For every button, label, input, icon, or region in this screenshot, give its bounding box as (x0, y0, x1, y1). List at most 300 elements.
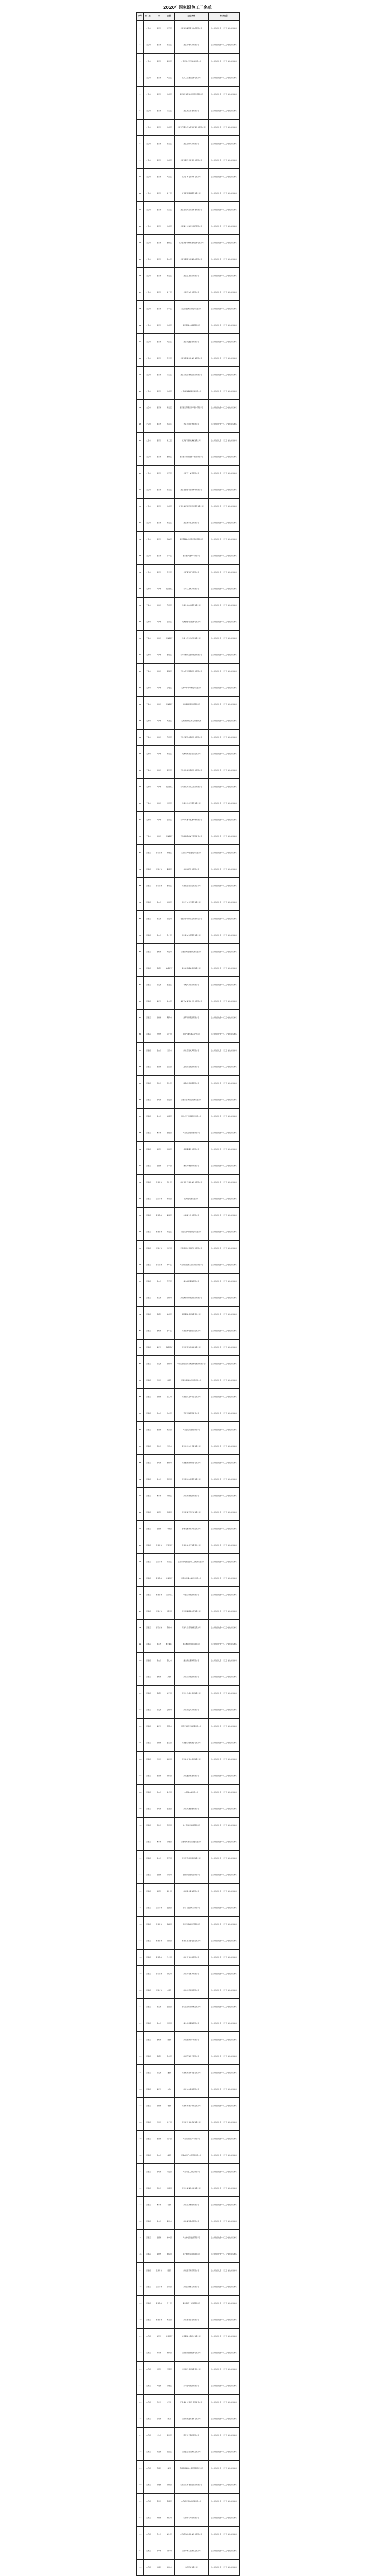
cell-index: 150 (137, 2477, 144, 2494)
cell-type: 工业和信息化部“十三五”绿色制造体系 (209, 1274, 240, 1290)
table-row (137, 2081, 240, 2098)
table-row (137, 697, 240, 713)
cell-city: 石家庄市 (154, 1603, 164, 1620)
cell-city: 北京市 (154, 284, 164, 301)
cell-province: 河北省 (144, 1818, 154, 1834)
cell-county: 房山区 (164, 103, 175, 120)
cell-type: 工业和信息化部“十三五”绿色制造体系 (209, 268, 240, 284)
cell-county: 大兴区 (164, 70, 175, 87)
cell-city: 张家口市 (154, 1191, 164, 1208)
cell-company: 河北肥乡化工有限公司 (175, 2048, 209, 2065)
cell-province: 河北省 (144, 1356, 154, 1372)
cell-city: 唐山市 (154, 911, 164, 927)
cell-county: 城区 (164, 2461, 175, 2477)
cell-type: 工业和信息化部“十三五”绿色制造体系 (209, 1372, 240, 1389)
cell-county: 三河市 (164, 1438, 175, 1455)
cell-city: 廊坊市 (154, 2164, 164, 2180)
table-header-row (137, 13, 240, 21)
cell-city: 沧州市 (154, 1026, 164, 1043)
table-row (137, 21, 240, 37)
cell-county: 榆次区 (164, 2527, 175, 2543)
cell-type: 工业和信息化部“十三五”绿色制造体系 (209, 1340, 240, 1356)
cell-type: 工业和信息化部“十三五”绿色制造体系 (209, 416, 240, 433)
cell-company: 北京康宁杰瑞生物制药有限公司 (175, 218, 209, 235)
cell-type: 工业和信息化部“十三五”绿色制造体系 (209, 251, 240, 268)
table-row (137, 1076, 240, 1092)
cell-county: 通州区 (164, 449, 175, 466)
cell-province: 河北省 (144, 1274, 154, 1290)
table-row (137, 812, 240, 828)
cell-province: 河北省 (144, 1092, 154, 1109)
cell-city: 天津市 (154, 664, 164, 680)
table-row (137, 993, 240, 1010)
cell-city: 北京市 (154, 218, 164, 235)
cell-county: 乐亭县 (164, 2015, 175, 2032)
cell-company: 河北冀衡集团有限公司 (175, 1488, 209, 1504)
cell-county: 迁安市 (164, 911, 175, 927)
cell-company: 北京首钢冷轧薄板有限公司 (175, 433, 209, 449)
cell-company: 邢台钢铁有限责任公司 (175, 1405, 209, 1422)
cell-index: 88 (137, 1455, 144, 1471)
cell-company: 北京燕京啤酒股份有限公司 (175, 185, 209, 202)
cell-company: 河北赵县淀粉有限公司 (175, 1982, 209, 1999)
cell-county: 任丘市 (164, 1026, 175, 1043)
cell-company: 唐山燕山钢铁有限公司 (175, 1653, 209, 1669)
cell-index: 42 (137, 697, 144, 713)
cell-county: 滦平县 (164, 1158, 175, 1175)
table-row (137, 152, 240, 169)
cell-type: 工业和信息化部“十三五”绿色制造体系 (209, 1158, 240, 1175)
cell-province: 天津市 (144, 697, 154, 713)
cell-city: 石家庄市 (154, 1966, 164, 1982)
cell-type: 工业和信息化部“十三五”绿色制造体系 (209, 2345, 240, 2362)
cell-type: 工业和信息化部“十三五”绿色制造体系 (209, 1785, 240, 1801)
cell-county: 滨海新区 (164, 581, 175, 598)
cell-province: 北京市 (144, 70, 154, 87)
cell-city: 承德市 (154, 1521, 164, 1537)
cell-type: 工业和信息化部“十三五”绿色制造体系 (209, 944, 240, 960)
cell-province: 河北省 (144, 1076, 154, 1092)
document-title: 2020年国家绿色工厂名单 (163, 5, 212, 10)
table-row (137, 87, 240, 103)
cell-city: 晋中市 (154, 2543, 164, 2560)
table-row (137, 1455, 240, 1471)
cell-city: 天津市 (154, 795, 164, 812)
table-row (137, 861, 240, 878)
cell-type: 工业和信息化部“十三五”绿色制造体系 (209, 218, 240, 235)
cell-type: 工业和信息化部“十三五”绿色制造体系 (209, 581, 240, 598)
cell-company: 北京雷克萨斯汽车零部件有限公司 (175, 400, 209, 416)
cell-county: 涿鹿县 (164, 1917, 175, 1933)
cell-type: 工业和信息化部“十三五”绿色制造体系 (209, 2032, 240, 2048)
cell-city: 阳泉市 (154, 2411, 164, 2428)
cell-index: 64 (137, 1059, 144, 1076)
cell-index: 91 (137, 1504, 144, 1521)
cell-index: 85 (137, 1405, 144, 1422)
cell-city: 石家庄市 (154, 878, 164, 894)
cell-county: 怀来县 (164, 1191, 175, 1208)
cell-city: 邯郸市 (154, 1323, 164, 1340)
cell-county: 昌黎县 (164, 1933, 175, 1950)
cell-county: 永清县 (164, 1801, 175, 1818)
cell-province: 北京市 (144, 482, 154, 499)
cell-city: 北京市 (154, 433, 164, 449)
cell-company: 河北卢龙水泥有限公司 (175, 1950, 209, 1966)
cell-province: 河北省 (144, 1026, 154, 1043)
cell-city: 北京市 (154, 400, 164, 416)
table-row (137, 2230, 240, 2246)
cell-company: 北京奔驰汽车有限公司 (175, 37, 209, 54)
cell-province: 河北省 (144, 1917, 154, 1933)
cell-province: 北京市 (144, 532, 154, 548)
cell-city: 晋城市 (154, 2477, 164, 2494)
cell-province: 北京市 (144, 367, 154, 383)
cell-index: 2 (137, 37, 144, 54)
cell-province: 河北省 (144, 2279, 154, 2296)
cell-type: 工业和信息化部“十三五”绿色制造体系 (209, 647, 240, 664)
cell-type: 工业和信息化部“十三五”绿色制造体系 (209, 1554, 240, 1570)
table-row (137, 2560, 240, 2576)
cell-index: 123 (137, 2032, 144, 2048)
cell-type: 工业和信息化部“十三五”绿色制造体系 (209, 2180, 240, 2197)
cell-county: 西青区 (164, 730, 175, 746)
cell-type: 工业和信息化部“十三五”绿色制造体系 (209, 284, 240, 301)
cell-company: 河北德金玻璃有限公司 (175, 1043, 209, 1059)
cell-city: 北京市 (154, 37, 164, 54)
cell-city: 天津市 (154, 614, 164, 631)
cell-type: 工业和信息化部“十三五”绿色制造体系 (209, 1422, 240, 1438)
cell-type: 工业和信息化部“十三五”绿色制造体系 (209, 1142, 240, 1158)
cell-company: 承德露露股份有限公司 (175, 1142, 209, 1158)
cell-company: 长城葡萄酒有限公司 (175, 1191, 209, 1208)
table-row (137, 1785, 240, 1801)
cell-company: 山西朔州平鲁区煤业有限公司 (175, 2494, 209, 2510)
cell-company: 中铁山桥集团有限公司 (175, 1587, 209, 1603)
cell-type: 工业和信息化部“十三五”绿色制造体系 (209, 2560, 240, 2576)
cell-type: 工业和信息化部“十三五”绿色制造体系 (209, 2015, 240, 2032)
table-row (137, 548, 240, 565)
cell-company: 石家庄以岭药业股份有限公司 (175, 845, 209, 861)
cell-type: 工业和信息化部“十三五”绿色制造体系 (209, 1224, 240, 1241)
cell-type: 工业和信息化部“十三五”绿色制造体系 (209, 2131, 240, 2147)
cell-type: 工业和信息化部“十三五”绿色制造体系 (209, 1471, 240, 1488)
cell-county: 遵化市 (164, 1653, 175, 1669)
table-row (137, 499, 240, 515)
cell-company: 唐山港陆钢铁有限公司 (175, 1274, 209, 1290)
table-row (137, 1801, 240, 1818)
cell-province: 河北省 (144, 1768, 154, 1785)
cell-county: 怀柔区 (164, 400, 175, 416)
cell-company: 天津钢管集团股份有限公司 (175, 614, 209, 631)
cell-company: 天津友发钢管集团股份有限公司 (175, 664, 209, 680)
header-county: 区县 (164, 13, 175, 21)
cell-type: 工业和信息化部“十三五”绿色制造体系 (209, 548, 240, 565)
table-row (137, 944, 240, 960)
header-city: 市 (154, 13, 164, 21)
table-row (137, 614, 240, 631)
cell-type: 工业和信息化部“十三五”绿色制造体系 (209, 2246, 240, 2263)
cell-index: 137 (137, 2263, 144, 2279)
cell-city: 北京市 (154, 301, 164, 317)
header-company: 企业名称 (175, 13, 209, 21)
cell-county: 大兴区 (164, 499, 175, 515)
cell-index: 151 (137, 2494, 144, 2510)
cell-index: 36 (137, 598, 144, 614)
cell-province: 河北省 (144, 2131, 154, 2147)
cell-city: 承德市 (154, 1158, 164, 1175)
cell-type: 工业和信息化部“十三五”绿色制造体系 (209, 235, 240, 251)
cell-type: 工业和信息化部“十三五”绿色制造体系 (209, 1010, 240, 1026)
cell-type: 工业和信息化部“十三五”绿色制造体系 (209, 2527, 240, 2543)
table-row (137, 2279, 240, 2296)
cell-company: 河北大城保温材料有限公司 (175, 2180, 209, 2197)
cell-county: 介休市 (164, 2543, 175, 2560)
cell-company: 北京京东方显示技术有限公司 (175, 54, 209, 70)
cell-type: 工业和信息化部“十三五”绿色制造体系 (209, 2378, 240, 2395)
table-row (137, 2114, 240, 2131)
table-row (137, 1142, 240, 1158)
cell-province: 河北省 (144, 1372, 154, 1389)
cell-county: 蔚县 (164, 2263, 175, 2279)
cell-type: 工业和信息化部“十三五”绿色制造体系 (209, 367, 240, 383)
cell-province: 河北省 (144, 1867, 154, 1884)
cell-type: 工业和信息化部“十三五”绿色制造体系 (209, 1488, 240, 1504)
cell-company: 唐山曹妃甸钢铁有限公司 (175, 1636, 209, 1653)
table-row (137, 1405, 240, 1422)
cell-city: 保定市 (154, 1340, 164, 1356)
cell-province: 河北省 (144, 2180, 154, 2197)
table-row (137, 1950, 240, 1966)
cell-province: 河北省 (144, 1158, 154, 1175)
cell-index: 69 (137, 1142, 144, 1158)
cell-province: 河北省 (144, 1554, 154, 1570)
cell-county: 昌平区 (164, 21, 175, 37)
table-row (137, 2477, 240, 2494)
cell-company: 河北围场马铃薯有限公司 (175, 2246, 209, 2263)
table-row (137, 1768, 240, 1785)
cell-index: 78 (137, 1290, 144, 1307)
cell-type: 工业和信息化部“十三五”绿色制造体系 (209, 2114, 240, 2131)
cell-type: 工业和信息化部“十三五”绿色制造体系 (209, 466, 240, 482)
cell-county: 献县 (164, 1372, 175, 1389)
cell-county: 卢龙县 (164, 1950, 175, 1966)
cell-city: 天津市 (154, 598, 164, 614)
cell-province: 河北省 (144, 927, 154, 944)
cell-type: 工业和信息化部“十三五”绿色制造体系 (209, 1950, 240, 1966)
table-row (137, 2065, 240, 2081)
cell-county: 西青区 (164, 598, 175, 614)
cell-city: 张家口市 (154, 2263, 164, 2279)
cell-county: 宣化区 (164, 1175, 175, 1191)
cell-city: 天津市 (154, 762, 164, 779)
cell-type: 工业和信息化部“十三五”绿色制造体系 (209, 70, 240, 87)
cell-province: 北京市 (144, 136, 154, 152)
cell-province: 河北省 (144, 2032, 154, 2048)
cell-company: 河北故城龙凤山酒业有限公司 (175, 1834, 209, 1851)
cell-type: 工业和信息化部“十三五”绿色制造体系 (209, 1125, 240, 1142)
cell-company: 长城汽车股份有限公司 (175, 977, 209, 993)
cell-city: 北京市 (154, 334, 164, 350)
cell-index: 32 (137, 532, 144, 548)
cell-company: 河北阳原皮毛有限公司 (175, 2279, 209, 2296)
cell-city: 沧州市 (154, 1010, 164, 1026)
cell-type: 工业和信息化部“十三五”绿色制造体系 (209, 2494, 240, 2510)
cell-county: 北戴河区 (164, 1570, 175, 1587)
cell-company: 河北丰宁新能源有限公司 (175, 2230, 209, 2246)
cell-city: 北京市 (154, 87, 164, 103)
cell-type: 工业和信息化部“十三五”绿色制造体系 (209, 565, 240, 581)
cell-city: 秦皇岛市 (154, 1933, 164, 1950)
cell-company: 渤海钢铁集团有限公司 (175, 1010, 209, 1026)
table-row (137, 1224, 240, 1241)
table-row (137, 1290, 240, 1307)
cell-type: 工业和信息化部“十三五”绿色制造体系 (209, 1109, 240, 1125)
cell-province: 河北省 (144, 1785, 154, 1801)
cell-type: 工业和信息化部“十三五”绿色制造体系 (209, 1933, 240, 1950)
cell-county: 栾城区 (164, 845, 175, 861)
cell-province: 河北省 (144, 2015, 154, 2032)
cell-type: 工业和信息化部“十三五”绿色制造体系 (209, 680, 240, 697)
cell-index: 107 (137, 1768, 144, 1785)
cell-company: 天津大沽化工股份有限公司 (175, 795, 209, 812)
cell-city: 石家庄市 (154, 1257, 164, 1274)
cell-city: 北京市 (154, 54, 164, 70)
table-row (137, 1686, 240, 1702)
cell-index: 8 (137, 136, 144, 152)
table-row (137, 2131, 240, 2147)
cell-company: 河北汇源食品饮料有限公司 (175, 1340, 209, 1356)
cell-company: 河北辛集皮革有限公司 (175, 1966, 209, 1982)
cell-city: 邢台市 (154, 1043, 164, 1059)
cell-city: 运城市 (154, 2560, 164, 2576)
cell-company: 北京富华灯饰有限公司 (175, 565, 209, 581)
cell-county: 矿区 (164, 2395, 175, 2411)
cell-province: 北京市 (144, 185, 154, 202)
table-row (137, 103, 240, 120)
cell-city: 沧州市 (154, 1372, 164, 1389)
cell-province: 山西省 (144, 2510, 154, 2527)
cell-county: 抚宁区 (164, 2296, 175, 2312)
table-row (137, 1570, 240, 1587)
cell-type: 工业和信息化部“十三五”绿色制造体系 (209, 37, 240, 54)
cell-index: 141 (137, 2329, 144, 2345)
cell-city: 唐山市 (154, 1274, 164, 1290)
cell-index: 127 (137, 2098, 144, 2114)
cell-company: 河北长安汽车有限公司 (175, 1702, 209, 1719)
table-row (137, 301, 240, 317)
table-row (137, 2197, 240, 2213)
cell-company: 山西阳泉耐火材料有限公司 (175, 2411, 209, 2428)
cell-city: 北京市 (154, 103, 164, 120)
cell-county: 玉田县 (164, 1999, 175, 2015)
cell-type: 工业和信息化部“十三五”绿色制造体系 (209, 1504, 240, 1521)
cell-type: 工业和信息化部“十三五”绿色制造体系 (209, 2477, 240, 2494)
cell-index: 79 (137, 1307, 144, 1323)
cell-city: 北京市 (154, 548, 164, 565)
table-row (137, 828, 240, 845)
cell-city: 衡水市 (154, 1125, 164, 1142)
cell-type: 工业和信息化部“十三五”绿色制造体系 (209, 2428, 240, 2444)
cell-county: 宽城县 (164, 1504, 175, 1521)
cell-index: 130 (137, 2147, 144, 2164)
cell-city: 邯郸市 (154, 1307, 164, 1323)
cell-city: 北京市 (154, 120, 164, 136)
cell-province: 河北省 (144, 993, 154, 1010)
table-row (137, 664, 240, 680)
cell-province: 北京市 (144, 334, 154, 350)
cell-province: 山西省 (144, 2461, 154, 2477)
table-row (137, 169, 240, 185)
cell-company: 天津港保税区新天钢钢铁集团 (175, 713, 209, 730)
cell-company: 北京天坛生物制品股份有限公司 (175, 367, 209, 383)
cell-province: 河北省 (144, 2197, 154, 2213)
cell-company: 北京利乐包装有限公司 (175, 416, 209, 433)
cell-province: 河北省 (144, 2296, 154, 2312)
cell-province: 北京市 (144, 21, 154, 37)
cell-company: 大同煤矿集团有限责任公司 (175, 2362, 209, 2378)
cell-city: 衡水市 (154, 1471, 164, 1488)
cell-province: 山西省 (144, 2329, 154, 2345)
cell-company: 北京燕山石化有限公司 (175, 103, 209, 120)
cell-province: 河北省 (144, 1455, 154, 1471)
cell-county: 北辰区 (164, 647, 175, 664)
cell-county: 静海区 (164, 664, 175, 680)
table-row (137, 878, 240, 894)
cell-province: 河北省 (144, 2081, 154, 2098)
table-body (137, 21, 240, 2576)
cell-province: 河北省 (144, 1323, 154, 1340)
cell-province: 河北省 (144, 1109, 154, 1125)
table-row (137, 2263, 240, 2279)
cell-province: 河北省 (144, 1752, 154, 1768)
cell-city: 北京市 (154, 449, 164, 466)
cell-city: 秦皇岛市 (154, 1224, 164, 1241)
cell-type: 工业和信息化部“十三五”绿色制造体系 (209, 152, 240, 169)
cell-province: 山西省 (144, 2428, 154, 2444)
table-row (137, 2312, 240, 2329)
cell-city: 天津市 (154, 697, 164, 713)
cell-city: 天津市 (154, 713, 164, 730)
cell-company: 河北敬业集团有限责任公司 (175, 878, 209, 894)
cell-county: 大兴区 (164, 120, 175, 136)
cell-county: 海淀区 (164, 334, 175, 350)
cell-city: 承德市 (154, 1867, 164, 1884)
cell-province: 北京市 (144, 169, 154, 185)
cell-county: 下花园区 (164, 1537, 175, 1554)
table-row (137, 1059, 240, 1076)
cell-index: 22 (137, 367, 144, 383)
table-row (137, 1537, 240, 1554)
cell-county: 河津市 (164, 2560, 175, 2576)
cell-county: 成安县 (164, 1686, 175, 1702)
table-row (137, 1669, 240, 1686)
cell-index: 7 (137, 120, 144, 136)
cell-index: 129 (137, 2131, 144, 2147)
cell-company: 河北华北柴油机有限责任公司 (175, 1372, 209, 1389)
table-row (137, 202, 240, 218)
cell-index: 19 (137, 317, 144, 334)
cell-type: 工业和信息化部“十三五”绿色制造体系 (209, 21, 240, 37)
cell-index: 20 (137, 334, 144, 350)
cell-company: 河北新武安钢铁集团有限公司 (175, 944, 209, 960)
cell-county: 云冈区 (164, 2362, 175, 2378)
cell-province: 河北省 (144, 861, 154, 878)
cell-county: 滨海新区 (164, 697, 175, 713)
cell-type: 工业和信息化部“十三五”绿色制造体系 (209, 2164, 240, 2180)
cell-index: 153 (137, 2527, 144, 2543)
table-row (137, 581, 240, 598)
cell-company: 河北魏县纺织有限公司 (175, 2032, 209, 2048)
